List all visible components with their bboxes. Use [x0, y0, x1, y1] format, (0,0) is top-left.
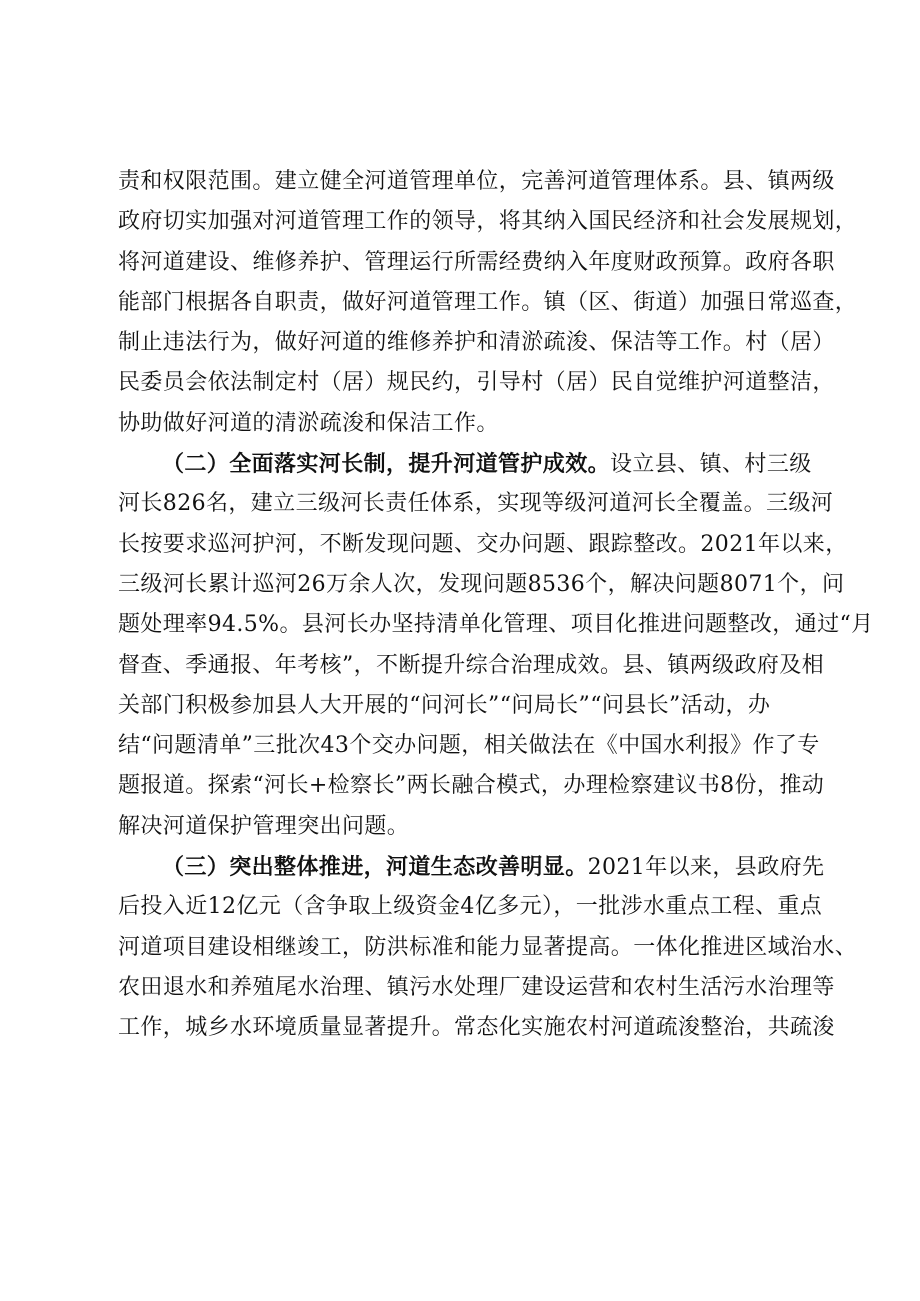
text-line: 关部门积极参加县人大开展的“问河长”“问局长”“问县长”活动，办: [118, 692, 771, 718]
text-line: 将河道建设、维修养护、管理运行所需经费纳入年度财政预算。政府各职: [118, 249, 835, 275]
paragraph-3: [118, 847, 858, 1048]
text-line: 长按要求巡河护河，不断发现问题、交办问题、跟踪整改。2021年以来，: [118, 531, 848, 557]
paragraph-2: [118, 444, 874, 847]
text-line: 河道项目建设相继竣工，防洪标准和能力显著提高。一体化推进区域治水、: [118, 934, 858, 960]
text-line: 结“问题清单”三批次43个交办问题，相关做法在《中国水利报》作了专: [118, 733, 820, 759]
text-run: 设立县、镇、村三级: [610, 452, 812, 478]
paragraph-1: [118, 162, 858, 444]
text-line: 制止违法行为，做好河道的维修养护和清淤疏浚、保洁等工作。村（居）: [118, 330, 835, 356]
paragraph-first-line: [118, 847, 825, 887]
document-page: [118, 162, 874, 1049]
text-line: 政府切实加强对河道管理工作的领导，将其纳入国民经济和社会发展规划，: [118, 209, 858, 235]
text-line: 协助做好河道的清淤疏浚和保洁工作。: [118, 410, 499, 436]
section-heading: （三）突出整体推进，河道生态改善明显。: [162, 854, 588, 881]
text-line: 河长826名，建立三级河长责任体系，实现等级河道河长全覆盖。三级河: [118, 491, 834, 517]
text-line: 民委员会依法制定村（居）规民约，引导村（居）民自觉维护河道整洁，: [118, 370, 835, 396]
text-line: 责和权限范围。建立健全河道管理单位，完善河道管理体系。县、镇两级: [118, 169, 835, 194]
text-line: 题处理率94.5%。县河长办坚持清单化管理、项目化推进问题整改，通过“月: [118, 612, 874, 638]
text-line: 后投入近12亿元（含争取上级资金4亿多元），一批涉水重点工程、重点: [118, 894, 823, 920]
text-line: 农田退水和养殖尾水治理、镇污水处理厂建设运营和农村生活污水治理等: [118, 974, 835, 1000]
text-line: 解决河道保护管理突出问题。: [118, 813, 410, 839]
text-line: 三级河长累计巡河26万余人次，发现问题8536个，解决问题8071个，问: [118, 571, 845, 597]
text-line: 督查、季通报、年考核”，不断提升综合治理成效。县、镇两级政府及相: [118, 652, 825, 678]
paragraph-first-line: [118, 444, 822, 484]
text-run: 2021年以来，县政府先: [587, 855, 825, 881]
text-line: 工作，城乡水环境质量显著提升。常态化实施农村河道疏浚整治，共疏浚: [118, 1015, 835, 1041]
text-line: 题报道。探索“河长+检察长”两长融合模式，办理检察建议书8份，推动: [118, 773, 825, 799]
text-line: 能部门根据各自职责，做好河道管理工作。镇（区、街道）加强日常巡查，: [118, 289, 858, 315]
section-heading: （二）全面落实河长制，提升河道管护成效。: [162, 451, 611, 478]
